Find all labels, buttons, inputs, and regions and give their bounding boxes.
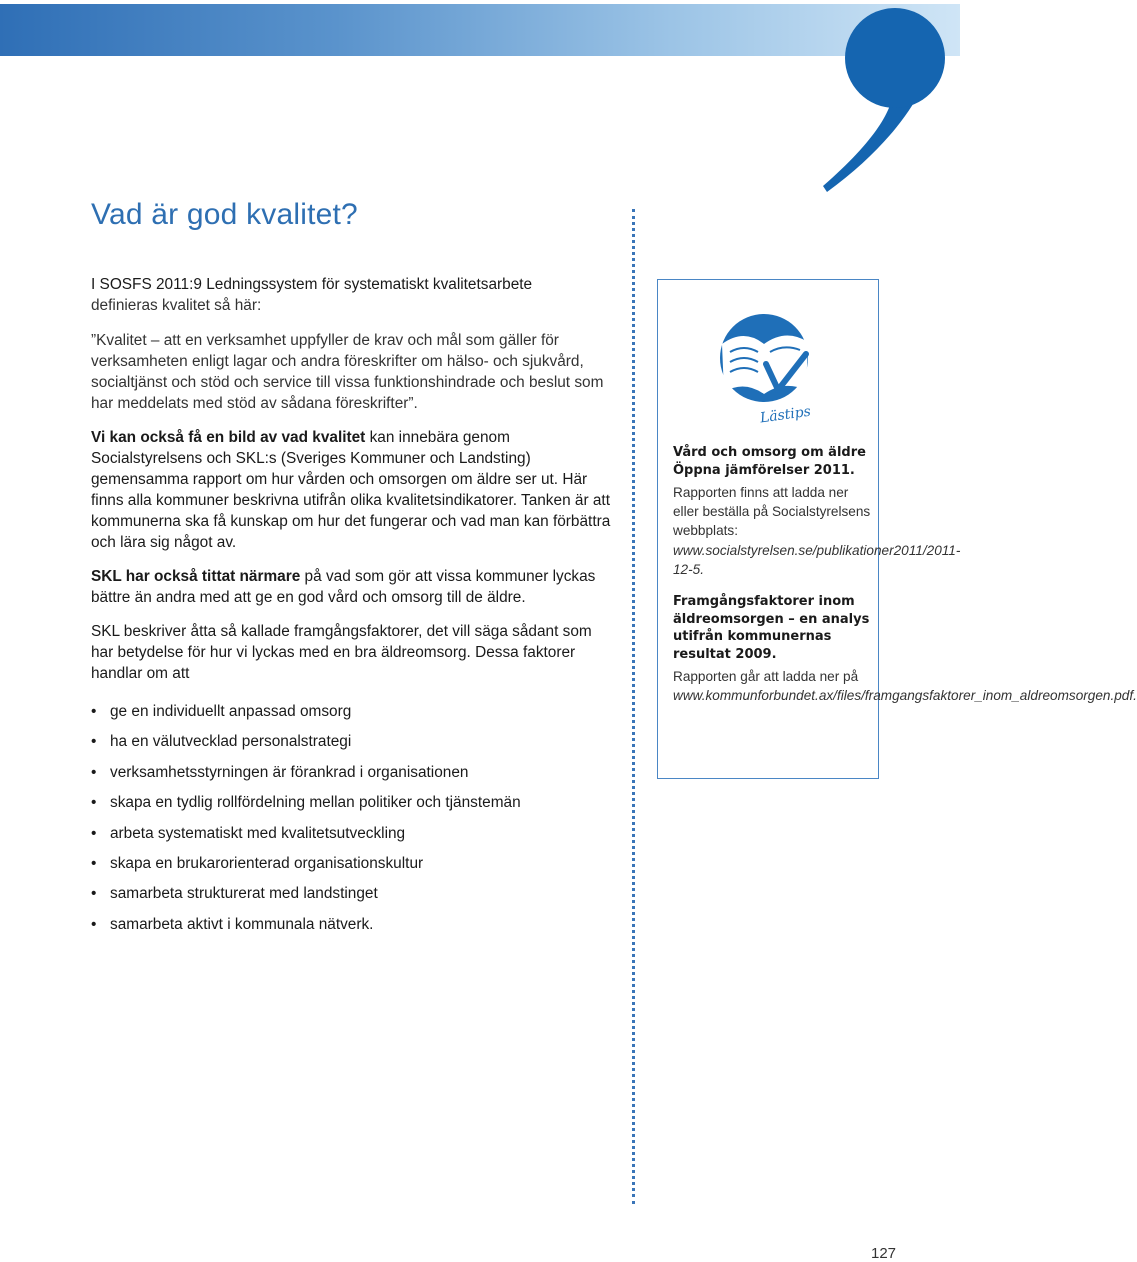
quote-mark-icon	[755, 0, 960, 200]
list-item-text: arbeta systematiskt med kvalitetsutveckling	[110, 824, 406, 842]
bullet-icon: •	[91, 824, 97, 842]
bullet-icon: •	[91, 915, 97, 933]
tip-description	[673, 483, 961, 579]
bullet-icon: •	[91, 763, 97, 781]
tip-description	[673, 667, 1137, 705]
list-item-text: skapa en brukarorienterad organisationskultur	[110, 854, 424, 872]
bullet-icon: •	[91, 733, 97, 751]
success-factor-list	[91, 701, 611, 944]
bullet-icon: •	[91, 854, 97, 872]
intro-line: I SOSFS 2011:9 Ledningssystem för systematiskt kvalitetsarbete	[91, 276, 533, 293]
quality-definition-quote: ”Kvalitet – att en verksamhet uppfyller de krav och mål som gäller för verksamheten enligt lagar och andra föreskrifter om hälso- och sjukvård, socialtjänst och stöd och service till vissa funktionshindrade och beslut som har meddelats med stöd av sådana föreskrifter”.	[91, 332, 604, 412]
list-item-text: skapa en tydlig rollfördelning mellan politiker och tjänstemän	[110, 794, 521, 812]
lastips-label: Lästips	[759, 403, 812, 427]
paragraph-comparison	[91, 427, 611, 553]
paragraph-lead: SKL har också tittat närmare	[91, 568, 301, 585]
list-item-text: verksamhetsstyrningen är förankrad i organisationen	[110, 763, 469, 781]
list-item-text: samarbeta strukturerat med landstinget	[110, 885, 378, 903]
list-item	[91, 853, 611, 883]
sidebar-content	[673, 444, 1137, 705]
paragraph-lead: Vi kan också få en bild av vad kvalitet	[91, 429, 366, 446]
tip-link[interactable]: www.kommunforbundet.ax/files/framgangsfaktorer_inom_aldreomsorgen.pdf.	[673, 688, 1137, 704]
tip-title: Vård och omsorg om äldre Öppna jämförelser 2011.	[673, 445, 866, 478]
page-title: Vad är god kvalitet?	[91, 198, 358, 231]
paragraph-text: på vad som gör att vissa kommuner lyckas bättre än andra med att ge en god vård och omsorg till de äldre.	[91, 568, 596, 606]
list-item-text: ha en välutvecklad personalstrategi	[110, 733, 352, 751]
list-item-text: samarbeta aktivt i kommunala nätverk.	[110, 915, 374, 933]
intro-definition-line: definieras kvalitet så här:	[91, 297, 262, 314]
page-number: 127	[871, 1245, 897, 1262]
paragraph-success-factors: SKL beskriver åtta så kallade framgångsfaktorer, det vill säga sådant som har betydelse för hur vi lyckas med en bra äldreomsorg. Dessa faktorer handlar om att	[91, 623, 592, 682]
bullet-icon: •	[91, 885, 97, 903]
list-item	[91, 731, 611, 761]
list-item	[91, 701, 611, 731]
list-item	[91, 762, 611, 792]
paragraph-text: kan innebära genom Socialstyrelsens och SKL:s (Sveriges Kommuner och Landsting) gemensamma rapport om hur vården och omsorgen om äldre ser ut. Här finns alla kommuner beskrivna utifrån olika kvalitetsindikatorer. Tanken är att kommunerna ska få kunskap om hur det fungerar och vad man kan förbättra och lära sig något av.	[91, 429, 611, 551]
tip-link[interactable]: www.socialstyrelsen.se/publikationer2011/2011-12-5.	[673, 542, 961, 577]
bullet-icon: •	[91, 703, 97, 720]
bullet-icon: •	[91, 794, 97, 812]
tip-text: Rapporten finns att ladda ner eller beställa på Socialstyrelsens webbplats:	[673, 485, 871, 539]
book-with-pen-icon	[706, 306, 826, 426]
reading-tips-box	[657, 279, 1137, 779]
tip-title: Framgångsfaktorer inom äldreomsorgen – en analys utifrån kommunernas resultat 2009.	[673, 594, 870, 662]
list-item	[91, 914, 611, 944]
main-column	[91, 274, 611, 944]
tip-text: Rapporten går att ladda ner på	[673, 669, 859, 685]
list-item	[91, 883, 611, 913]
paragraph-skl	[91, 566, 611, 608]
list-item	[91, 792, 611, 822]
list-item	[91, 823, 611, 853]
column-divider	[632, 209, 635, 1204]
list-item-text: ge en individuellt anpassad omsorg	[110, 703, 352, 720]
